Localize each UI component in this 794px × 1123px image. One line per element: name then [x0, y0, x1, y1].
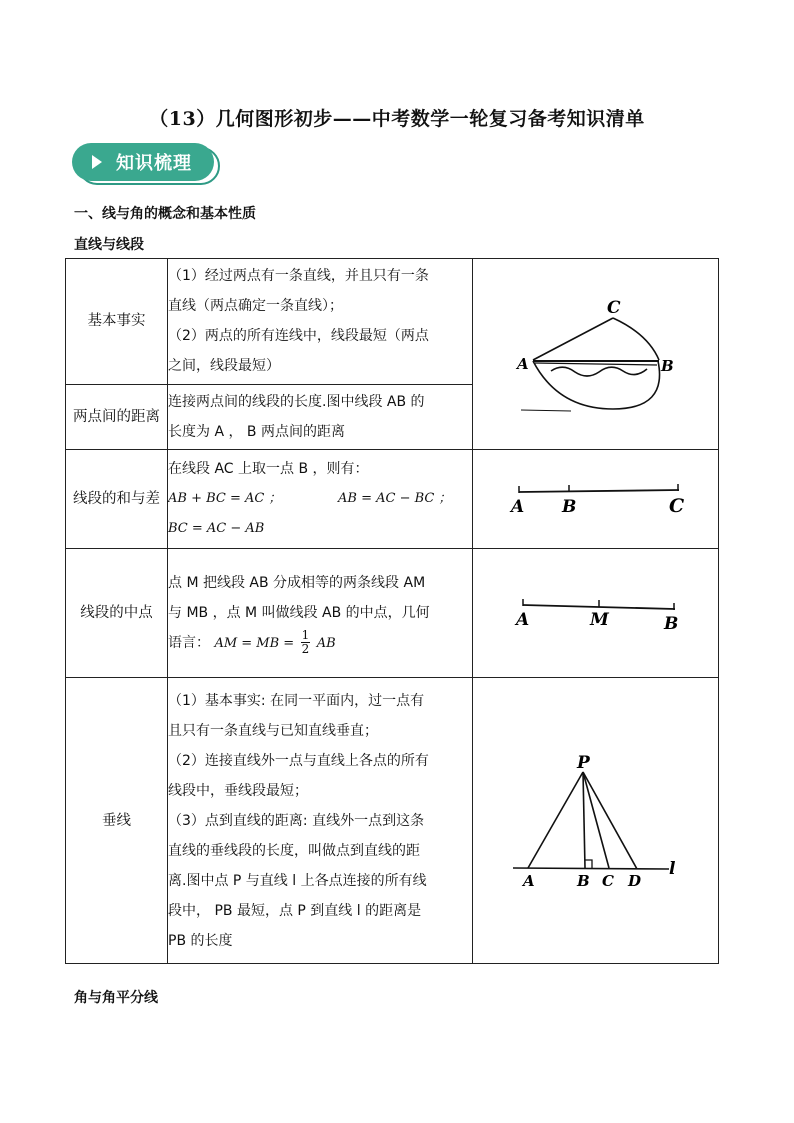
desc-line: （2）连接直线外一点与直线上各点的所有 [168, 752, 429, 769]
perpendicular-figure [473, 678, 718, 959]
segment-sum-figure [473, 450, 718, 544]
fig4-label-B: B [577, 872, 590, 890]
section-badge [72, 143, 222, 187]
desc-line: 在线段 AC 上取一点 B ，则有： [168, 461, 369, 477]
desc-line: 直线（两点确定一条直线）； [168, 298, 343, 315]
badge-pill [72, 143, 214, 181]
row-name: 两点间的距离 [66, 384, 168, 449]
table-row [66, 678, 719, 964]
desc-line: PB 的长度 [168, 932, 233, 949]
equation-diff-2: BC = AC − AB [168, 521, 265, 536]
equation-line [168, 484, 472, 514]
fig4-label-P: P [577, 753, 590, 773]
table-row [66, 450, 719, 549]
midpoint-figure [473, 549, 718, 673]
desc-line: 点 M 把线段 AB 分成相等的两条线段 AM [168, 574, 426, 591]
fig3-label-M: M [590, 610, 609, 630]
desc-line: 长度为 A ， B 两点间的距离 [168, 423, 345, 440]
fig4-label-A: A [523, 872, 535, 890]
fig1-label-C: C [607, 298, 621, 318]
fig1-label-A: A [517, 355, 529, 373]
arc-segment-figure [473, 259, 718, 445]
desc-line: 线段中，垂线段最短； [168, 782, 308, 799]
fig2-label-C: C [669, 495, 685, 517]
equation-diff-1: AB = AC − BC ； [338, 491, 452, 506]
desc-line [168, 628, 472, 659]
badge-label: 知识梳理 [116, 153, 192, 174]
frac-denominator: 2 [301, 642, 310, 656]
fig3-label-B: B [664, 614, 679, 634]
fig3-label-A: A [516, 610, 530, 630]
fig4-label-l: l [669, 859, 676, 879]
play-triangle-icon [92, 155, 102, 169]
subsection-heading-lines: 直线与线段 [74, 237, 144, 253]
figure-cell [473, 678, 719, 964]
fig2-label-B: B [562, 497, 577, 517]
row-name: 线段的中点 [66, 549, 168, 678]
fig2-label-A: A [511, 497, 525, 517]
figure-cell [473, 450, 719, 549]
subsection-heading-angles: 角与角平分线 [74, 990, 158, 1006]
desc-line: 段中， PB 最短，点 P 到直线 l 的距离是 [168, 902, 422, 919]
figure-cell [473, 549, 719, 678]
desc-line: 且只有一条直线与已知直线垂直； [168, 722, 378, 739]
equation-sum: AB + BC = AC ； [168, 491, 282, 506]
desc-line: （1）基本事实: 在同一平面内，过一点有 [168, 692, 425, 709]
desc-line: 之间，线段最短） [168, 358, 280, 375]
desc-line: 与 MB ，点 M 叫做线段 AB 的中点，几何 [168, 604, 430, 621]
desc-line: 离.图中点 P 与直线 l 上各点连接的所有线 [168, 872, 427, 889]
fig4-label-D: D [628, 872, 642, 890]
desc-line: 连接两点间的线段的长度.图中线段 AB 的 [168, 393, 425, 410]
section-heading: 一、线与角的概念和基本性质 [74, 206, 256, 222]
table-row [66, 549, 719, 678]
figure-cell [473, 259, 719, 450]
desc-line: 直线的垂线段的长度，叫做点到直线的距 [168, 842, 420, 859]
row-description [168, 259, 473, 385]
row-description [168, 384, 473, 449]
row-name: 垂线 [66, 678, 168, 964]
fig1-label-B: B [661, 357, 674, 375]
frac-numerator: 1 [301, 628, 310, 642]
row-name: 线段的和与差 [66, 450, 168, 549]
fig4-label-C: C [602, 872, 614, 890]
fraction-half [301, 629, 311, 656]
lang-suffix: AB [316, 635, 336, 651]
page-title: （13）几何图形初步——中考数学一轮复习备考知识清单 [149, 108, 645, 130]
row-name: 基本事实 [66, 259, 168, 385]
table-row [66, 259, 719, 385]
desc-line: （1）经过两点有一条直线，并且只有一条 [168, 268, 429, 285]
desc-line: （2）两点的所有连线中，线段最短（两点 [168, 328, 429, 345]
row-description [168, 678, 473, 964]
lang-expr: AM = MB = [214, 635, 295, 651]
row-description [168, 549, 473, 678]
row-description [168, 450, 473, 549]
desc-line: （3）点到直线的距离: 直线外一点到这条 [168, 812, 425, 829]
lang-prefix: 语言： [168, 634, 210, 651]
knowledge-table [65, 258, 719, 964]
